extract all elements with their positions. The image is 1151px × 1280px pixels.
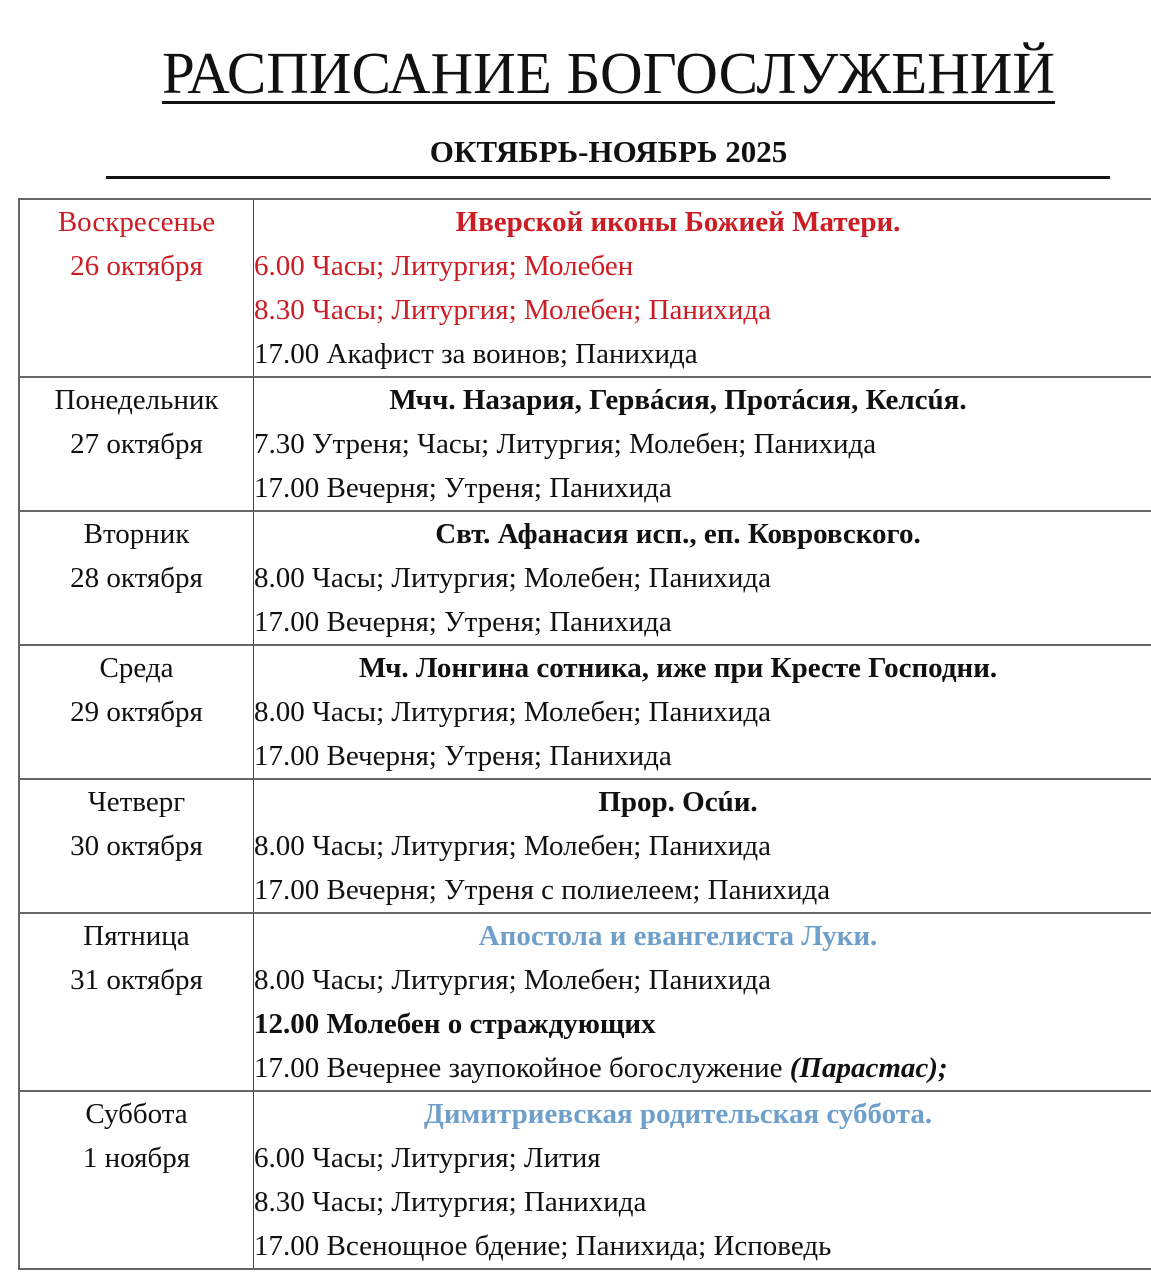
feast-title: Иверской иконы Божией Матери. <box>455 206 901 238</box>
service-line: 8.00 Часы; Литургия; Молебен; Панихида <box>254 562 772 594</box>
service-line: 17.00 Вечерня; Утреня; Панихида <box>254 472 672 504</box>
services-cell <box>254 1091 1151 1269</box>
service-emphasis: (Парастас); <box>789 1052 948 1084</box>
services-cell <box>254 779 1151 913</box>
services-cell <box>254 511 1151 645</box>
date: 27 октября <box>70 428 203 460</box>
service-line: 17.00 Вечерня; Утреня с полиелеем; Панихида <box>254 874 831 906</box>
feast-title: Свт. Афанасия исп., еп. Ковровского. <box>435 518 921 550</box>
date: 1 ноября <box>82 1142 191 1174</box>
service-line: 17.00 Вечерня; Утреня; Панихида <box>254 740 672 772</box>
services-cell <box>254 913 1151 1091</box>
date: 30 октября <box>70 830 203 862</box>
feast-title: Мчч. Назария, Гервáсия, Протáсия, Келсúя. <box>389 384 967 416</box>
feast-title: Апостола и евангелиста Луки. <box>478 920 878 952</box>
table-row <box>19 199 1151 377</box>
page-subtitle: ОКТЯБРЬ-НОЯБРЬ 2025 <box>429 134 788 169</box>
day-cell <box>19 377 254 511</box>
weekday: Пятница <box>83 920 190 952</box>
service-line: 6.00 Часы; Литургия; Молебен <box>254 250 634 282</box>
weekday: Четверг <box>87 786 186 818</box>
date: 29 октября <box>70 696 203 728</box>
services-cell <box>254 377 1151 511</box>
service-line: 17.00 Акафист за воинов; Панихида <box>254 338 698 370</box>
schedule-table <box>18 198 1151 1270</box>
date: 28 октября <box>70 562 203 594</box>
feast-title: Димитриевская родительская суббота. <box>423 1098 933 1130</box>
table-row <box>19 377 1151 511</box>
weekday: Понедельник <box>54 384 219 416</box>
services-cell <box>254 199 1151 377</box>
weekday: Воскресенье <box>57 206 216 238</box>
service-text: 17.00 Вечернее заупокойное богослужение <box>254 1052 790 1084</box>
date: 31 октября <box>70 964 203 996</box>
weekday: Суббота <box>85 1098 188 1130</box>
table-row <box>19 913 1151 1091</box>
table-row <box>19 779 1151 913</box>
service-line <box>254 1046 1151 1090</box>
table-row <box>19 1091 1151 1269</box>
service-line: 8.30 Часы; Литургия; Молебен; Панихида <box>254 294 772 326</box>
service-line: 17.00 Всенощное бдение; Панихида; Исповедь <box>254 1230 832 1262</box>
service-line: 17.00 Вечерня; Утреня; Панихида <box>254 606 672 638</box>
weekday: Вторник <box>83 518 190 550</box>
weekday: Среда <box>99 652 174 684</box>
service-line: 12.00 Молебен о страждующих <box>254 1008 656 1040</box>
service-line: 8.00 Часы; Литургия; Молебен; Панихида <box>254 696 772 728</box>
date: 26 октября <box>70 250 203 282</box>
table-row <box>19 645 1151 779</box>
feast-title: Мч. Лонгина сотника, иже при Кресте Господни. <box>358 652 998 684</box>
services-cell <box>254 645 1151 779</box>
table-row <box>19 511 1151 645</box>
service-line: 6.00 Часы; Литургия; Лития <box>254 1142 601 1174</box>
page-title: РАСПИСАНИЕ БОГОСЛУЖЕНИЙ <box>162 40 1055 106</box>
service-line: 8.00 Часы; Литургия; Молебен; Панихида <box>254 830 772 862</box>
service-line: 8.30 Часы; Литургия; Панихида <box>254 1186 647 1218</box>
service-line: 8.00 Часы; Литургия; Молебен; Панихида <box>254 964 772 996</box>
service-line: 7.30 Утреня; Часы; Литургия; Молебен; Панихида <box>254 428 877 460</box>
feast-title: Прор. Осúи. <box>598 786 758 818</box>
header-divider <box>106 176 1110 179</box>
